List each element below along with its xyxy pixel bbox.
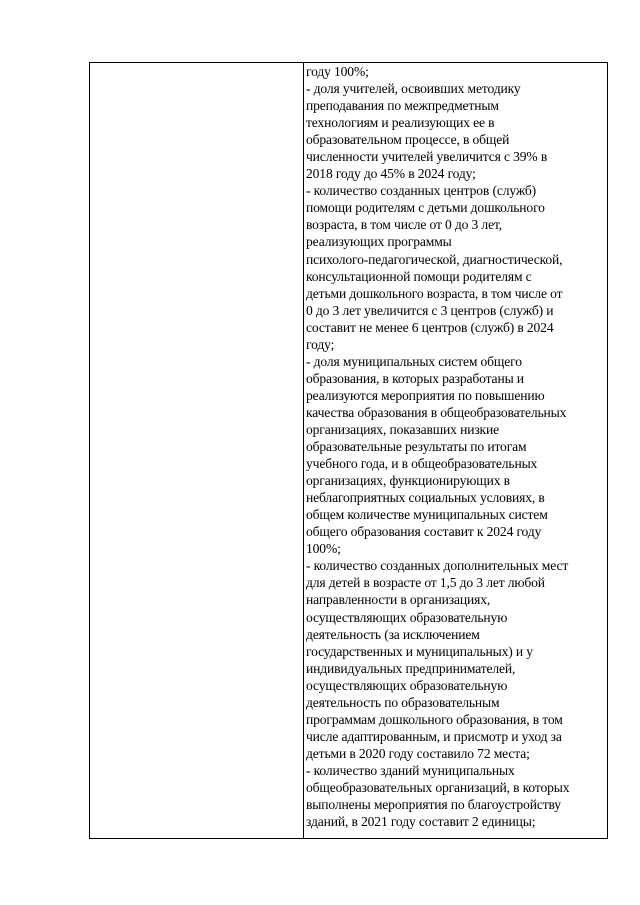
- text-line: составит не менее 6 центров (служб) в 2024: [306, 319, 554, 335]
- text-line: году;: [306, 336, 335, 352]
- document-table: [89, 62, 608, 839]
- text-line: детьми в 2020 году составило 72 места;: [306, 745, 530, 761]
- text-line: детьми дошкольного возраста, в том числе от: [306, 285, 563, 301]
- text-line: помощи родителям с детьми дошкольного: [306, 200, 545, 216]
- text-line: направленности в организациях,: [306, 592, 491, 608]
- text-line: 2018 году до 45% в 2024 году;: [306, 166, 476, 182]
- text-line: году 100%;: [306, 64, 369, 79]
- table-cell-right: [304, 63, 608, 839]
- text-line: зданий, в 2021 году составит 2 единицы;: [306, 814, 536, 830]
- text-line: технологиям и реализующих ее в: [306, 115, 495, 131]
- text-line: образования, в которых разработаны и: [306, 370, 524, 386]
- text-line: неблагоприятных социальных условиях, в: [306, 490, 545, 506]
- text-line: преподавания по межпредметным: [306, 98, 499, 114]
- text-line: - количество созданных центров (служб): [306, 183, 537, 199]
- text-line: численности учителей увеличится с 39% в: [306, 149, 548, 165]
- text-line: общем количестве муниципальных систем: [306, 507, 548, 523]
- text-line: деятельность (за исключением: [306, 626, 480, 642]
- right-cell-text: [304, 63, 607, 830]
- text-line: организациях, функционирующих в: [306, 473, 510, 489]
- table-cell-left: [90, 63, 304, 839]
- text-line: общеобразовательных организаций, в которых: [306, 779, 570, 795]
- text-line: числе адаптированным, и присмотр и уход за: [306, 728, 562, 744]
- text-line: осуществляющих образовательную: [306, 677, 508, 693]
- text-line: осуществляющих образовательную: [306, 609, 508, 625]
- text-line: индивидуальных предпринимателей,: [306, 660, 516, 676]
- text-line: общего образования составит к 2024 году: [306, 524, 542, 540]
- text-line: реализующих программы: [306, 234, 452, 250]
- text-line: психолого-педагогической, диагностической,: [306, 251, 563, 267]
- text-line: программам дошкольного образования, в том: [306, 711, 563, 727]
- text-line: - доля муниципальных систем общего: [306, 353, 522, 369]
- text-line: - количество зданий муниципальных: [306, 762, 515, 778]
- text-line: организациях, показавших низкие: [306, 421, 499, 437]
- text-line: консультационной помощи родителям с: [306, 268, 532, 284]
- text-line: - количество созданных дополнительных мест: [306, 558, 569, 574]
- text-line: для детей в возрасте от 1,5 до 3 лет любой: [306, 575, 545, 591]
- text-line: качества образования в общеобразовательных: [306, 404, 567, 420]
- text-line: возраста, в том числе от 0 до 3 лет,: [306, 217, 502, 233]
- text-line: государственных и муниципальных) и у: [306, 643, 533, 659]
- text-line: выполнены мероприятия по благоустройству: [306, 797, 561, 813]
- text-line: реализуются мероприятия по повышению: [306, 387, 545, 403]
- text-line: 0 до 3 лет увеличится с 3 центров (служб) и: [306, 302, 554, 318]
- text-line: 100%;: [306, 541, 341, 557]
- text-line: учебного года, и в общеобразовательных: [306, 456, 538, 472]
- table-row: [90, 63, 608, 839]
- text-line: - доля учителей, освоивших методику: [306, 81, 521, 97]
- text-line: образовательном процессе, в общей: [306, 132, 510, 148]
- text-line: деятельность по образовательным: [306, 694, 500, 710]
- text-line: образовательные результаты по итогам: [306, 439, 527, 455]
